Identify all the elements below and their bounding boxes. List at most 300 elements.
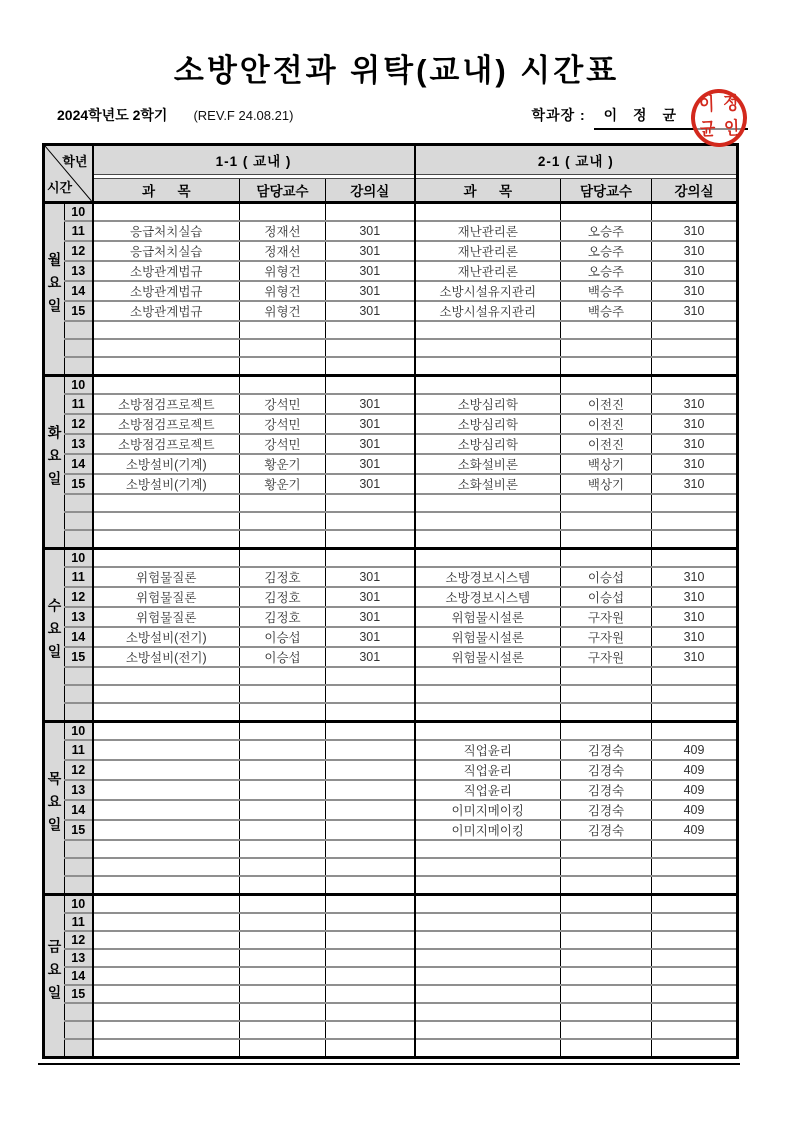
room-cell: 310 (652, 221, 738, 241)
period-cell (65, 840, 93, 858)
professor-cell: 김경숙 (561, 780, 652, 800)
timetable-row (44, 376, 738, 395)
professor-cell: 김정호 (240, 567, 326, 587)
period-cell (65, 703, 93, 722)
professor-cell: 위형건 (240, 281, 326, 301)
room-cell (652, 840, 738, 858)
period-cell (65, 357, 93, 376)
room-cell (326, 780, 415, 800)
period-cell: 11 (65, 394, 93, 414)
room-cell: 310 (652, 474, 738, 494)
subject-cell (93, 512, 240, 530)
period-cell: 14 (65, 281, 93, 301)
professor-cell (240, 895, 326, 914)
professor-cell (240, 876, 326, 895)
period-cell: 10 (65, 376, 93, 395)
room-cell: 301 (326, 434, 415, 454)
professor-cell: 황운기 (240, 474, 326, 494)
subject-cell: 위험물질론 (93, 587, 240, 607)
professor-cell: 김경숙 (561, 820, 652, 840)
room-cell (326, 321, 415, 339)
timetable-row (44, 512, 738, 530)
room-cell (326, 1039, 415, 1058)
subject-cell (93, 949, 240, 967)
professor-cell (561, 512, 652, 530)
room-cell: 409 (652, 760, 738, 780)
professor-cell (240, 530, 326, 549)
timetable-row (44, 1021, 738, 1039)
period-cell: 14 (65, 800, 93, 820)
subject-cell: 소방설비(전기) (93, 627, 240, 647)
room-cell: 409 (652, 740, 738, 760)
period-cell: 12 (65, 414, 93, 434)
room-cell (326, 913, 415, 931)
timetable-row (44, 722, 738, 741)
stamp-char: 균 (699, 120, 716, 141)
room-cell: 310 (652, 454, 738, 474)
timetable-row (44, 241, 738, 261)
timetable-row (44, 895, 738, 914)
subject-cell (93, 800, 240, 820)
period-cell: 13 (65, 780, 93, 800)
timetable-row (44, 357, 738, 376)
subject-cell: 소방점검프로젝트 (93, 394, 240, 414)
room-cell (326, 722, 415, 741)
column-header-professor-2: 담당교수 (561, 179, 652, 203)
subject-cell: 소방심리학 (415, 394, 561, 414)
room-cell: 301 (326, 221, 415, 241)
subject-cell: 이미지메이킹 (415, 800, 561, 820)
subject-cell (415, 895, 561, 914)
subject-cell (415, 722, 561, 741)
room-cell (326, 685, 415, 703)
period-cell: 15 (65, 985, 93, 1003)
professor-cell (240, 985, 326, 1003)
professor-cell: 김정호 (240, 587, 326, 607)
subject-cell (415, 876, 561, 895)
room-cell: 409 (652, 800, 738, 820)
subject-cell (415, 667, 561, 685)
group-header-2-1: 2-1 ( 교내 ) (415, 145, 738, 175)
professor-cell (240, 667, 326, 685)
room-cell (326, 985, 415, 1003)
room-cell (652, 1021, 738, 1039)
subject-cell (93, 703, 240, 722)
page-title: 소방안전과 위탁(교내) 시간표 (173, 53, 620, 88)
room-cell: 301 (326, 281, 415, 301)
stamp-char: 이 (698, 95, 715, 116)
timetable-row (44, 913, 738, 931)
subject-cell (93, 1021, 240, 1039)
subject-cell (93, 722, 240, 741)
subject-cell (93, 876, 240, 895)
timetable-row (44, 474, 738, 494)
room-cell: 310 (652, 261, 738, 281)
professor-cell: 구자원 (561, 627, 652, 647)
period-cell (65, 494, 93, 512)
timetable-row (44, 339, 738, 357)
room-cell (326, 530, 415, 549)
subject-cell (415, 339, 561, 357)
professor-cell (561, 685, 652, 703)
room-cell (652, 985, 738, 1003)
professor-cell: 김경숙 (561, 800, 652, 820)
subject-cell (415, 549, 561, 568)
subject-cell (93, 895, 240, 914)
meta-row (57, 105, 748, 130)
subject-cell (93, 913, 240, 931)
timetable-row (44, 876, 738, 895)
professor-cell: 이승섭 (240, 647, 326, 667)
period-cell (65, 667, 93, 685)
room-cell (652, 549, 738, 568)
subject-cell: 위험물시설론 (415, 607, 561, 627)
subject-cell: 소방설비(기계) (93, 454, 240, 474)
timetable-row (44, 627, 738, 647)
professor-cell: 강석민 (240, 414, 326, 434)
professor-cell (561, 931, 652, 949)
subject-cell: 이미지메이킹 (415, 820, 561, 840)
subject-cell: 소방관계법규 (93, 301, 240, 321)
room-cell (652, 949, 738, 967)
room-cell (652, 931, 738, 949)
professor-cell (240, 949, 326, 967)
professor-cell (240, 1021, 326, 1039)
subject-cell: 소방관계법규 (93, 261, 240, 281)
room-cell (326, 820, 415, 840)
room-cell (326, 549, 415, 568)
period-cell: 12 (65, 241, 93, 261)
room-cell (652, 685, 738, 703)
room-cell (652, 858, 738, 876)
room-cell (326, 800, 415, 820)
period-cell (65, 858, 93, 876)
room-cell (326, 667, 415, 685)
room-cell (652, 895, 738, 914)
room-cell: 301 (326, 647, 415, 667)
room-cell: 310 (652, 394, 738, 414)
period-cell: 15 (65, 647, 93, 667)
subject-cell: 소방심리학 (415, 434, 561, 454)
room-cell: 310 (652, 607, 738, 627)
subject-cell: 소방심리학 (415, 414, 561, 434)
period-cell: 10 (65, 203, 93, 222)
professor-cell (240, 549, 326, 568)
period-cell (65, 685, 93, 703)
footer-rule (38, 1063, 740, 1065)
professor-cell: 김경숙 (561, 760, 652, 780)
professor-cell (561, 1021, 652, 1039)
period-cell (65, 512, 93, 530)
timetable-row (44, 949, 738, 967)
professor-cell (561, 530, 652, 549)
room-cell: 301 (326, 587, 415, 607)
subject-cell (415, 203, 561, 222)
professor-cell (561, 967, 652, 985)
subject-cell (93, 967, 240, 985)
stamp-char: 인 (723, 119, 740, 140)
subject-cell (93, 549, 240, 568)
professor-cell: 김경숙 (561, 740, 652, 760)
timetable-row (44, 494, 738, 512)
room-cell (652, 1039, 738, 1058)
subject-cell: 직업윤리 (415, 780, 561, 800)
subject-cell (93, 667, 240, 685)
room-cell (326, 895, 415, 914)
subject-cell (415, 949, 561, 967)
timetable-row (44, 394, 738, 414)
timetable-row (44, 780, 738, 800)
timetable-row (44, 647, 738, 667)
period-cell: 10 (65, 895, 93, 914)
subject-cell (415, 913, 561, 931)
day-label (44, 722, 65, 895)
room-cell: 310 (652, 587, 738, 607)
period-cell: 10 (65, 722, 93, 741)
room-cell: 310 (652, 281, 738, 301)
subject-cell: 소방점검프로젝트 (93, 414, 240, 434)
subject-cell (415, 967, 561, 985)
professor-cell (240, 339, 326, 357)
professor-cell: 구자원 (561, 607, 652, 627)
professor-cell (240, 703, 326, 722)
period-cell: 14 (65, 454, 93, 474)
header-column-row (44, 179, 738, 203)
professor-cell (240, 494, 326, 512)
timetable-row (44, 820, 738, 840)
subject-cell (415, 1039, 561, 1058)
meta-left (57, 105, 293, 125)
period-cell: 13 (65, 949, 93, 967)
professor-cell (240, 740, 326, 760)
period-cell (65, 321, 93, 339)
professor-cell (561, 913, 652, 931)
professor-cell (240, 780, 326, 800)
room-cell (326, 357, 415, 376)
subject-cell: 소방설비(전기) (93, 647, 240, 667)
timetable-row (44, 607, 738, 627)
professor-cell (561, 1039, 652, 1058)
room-cell: 310 (652, 414, 738, 434)
professor-cell (561, 321, 652, 339)
timetable-row (44, 321, 738, 339)
professor-cell: 위형건 (240, 261, 326, 281)
timetable-row (44, 1003, 738, 1021)
room-cell (652, 967, 738, 985)
room-cell (652, 494, 738, 512)
subject-cell (93, 1039, 240, 1058)
timetable-row (44, 414, 738, 434)
professor-cell (240, 840, 326, 858)
professor-cell (561, 667, 652, 685)
professor-cell: 백승주 (561, 281, 652, 301)
subject-cell (415, 530, 561, 549)
timetable-row (44, 760, 738, 780)
timetable-row (44, 740, 738, 760)
professor-cell (561, 1003, 652, 1021)
professor-cell (240, 685, 326, 703)
room-cell (652, 203, 738, 222)
professor-cell (240, 967, 326, 985)
period-cell: 11 (65, 913, 93, 931)
period-cell: 10 (65, 549, 93, 568)
subject-cell (415, 703, 561, 722)
room-cell: 310 (652, 627, 738, 647)
room-cell (326, 203, 415, 222)
professor-cell (561, 549, 652, 568)
room-cell (652, 321, 738, 339)
room-cell (652, 357, 738, 376)
period-cell (65, 530, 93, 549)
professor-cell: 오승주 (561, 221, 652, 241)
timetable-row (44, 840, 738, 858)
professor-cell (240, 820, 326, 840)
subject-cell (415, 494, 561, 512)
timetable-row (44, 530, 738, 549)
professor-cell (240, 321, 326, 339)
subject-cell: 소화설비론 (415, 454, 561, 474)
subject-cell: 소방관계법규 (93, 281, 240, 301)
corner-time-label: 시간 (47, 180, 73, 195)
period-cell (65, 339, 93, 357)
subject-cell (93, 339, 240, 357)
room-cell (652, 512, 738, 530)
room-cell: 301 (326, 301, 415, 321)
professor-cell (240, 376, 326, 395)
period-cell: 12 (65, 587, 93, 607)
professor-cell: 이전진 (561, 434, 652, 454)
day-label-text: 월요일 (46, 252, 63, 321)
timetable-row (44, 301, 738, 321)
professor-cell: 이승섭 (240, 627, 326, 647)
room-cell (652, 913, 738, 931)
professor-cell: 강석민 (240, 394, 326, 414)
professor-cell: 김정호 (240, 607, 326, 627)
subject-cell: 소방점검프로젝트 (93, 434, 240, 454)
subject-cell (93, 530, 240, 549)
period-cell: 13 (65, 261, 93, 281)
room-cell: 301 (326, 567, 415, 587)
room-cell (326, 339, 415, 357)
day-label (44, 895, 65, 1058)
period-cell: 12 (65, 931, 93, 949)
room-cell (652, 530, 738, 549)
approval-stamp-icon (690, 88, 748, 148)
subject-cell (415, 858, 561, 876)
department-head-label: 학과장 : (531, 107, 586, 123)
timetable-row (44, 685, 738, 703)
room-cell (326, 703, 415, 722)
professor-cell (561, 858, 652, 876)
timetable-body (44, 203, 738, 1058)
period-cell (65, 1021, 93, 1039)
semester-label: 2024학년도 2학기 (57, 107, 168, 123)
professor-cell (561, 357, 652, 376)
professor-cell: 백승주 (561, 301, 652, 321)
room-cell: 310 (652, 647, 738, 667)
timetable-row (44, 985, 738, 1003)
room-cell: 301 (326, 241, 415, 261)
room-cell (326, 740, 415, 760)
professor-cell (240, 203, 326, 222)
room-cell (326, 931, 415, 949)
professor-cell: 정재선 (240, 241, 326, 261)
room-cell: 310 (652, 301, 738, 321)
timetable-row (44, 967, 738, 985)
room-cell: 310 (652, 567, 738, 587)
room-cell: 301 (326, 607, 415, 627)
room-cell: 301 (326, 474, 415, 494)
professor-cell (561, 339, 652, 357)
room-cell (326, 1021, 415, 1039)
subject-cell: 소방시설유지관리 (415, 301, 561, 321)
room-cell: 301 (326, 454, 415, 474)
room-cell (652, 339, 738, 357)
subject-cell: 소방설비(기계) (93, 474, 240, 494)
professor-cell (240, 931, 326, 949)
professor-cell (561, 985, 652, 1003)
subject-cell (93, 931, 240, 949)
header-group-row (44, 145, 738, 175)
professor-cell (240, 1003, 326, 1021)
subject-cell (415, 840, 561, 858)
subject-cell: 응급처치실습 (93, 221, 240, 241)
subject-cell (415, 512, 561, 530)
timetable-row (44, 434, 738, 454)
room-cell (326, 949, 415, 967)
professor-cell: 정재선 (240, 221, 326, 241)
subject-cell: 소화설비론 (415, 474, 561, 494)
subject-cell (93, 780, 240, 800)
timetable-row (44, 931, 738, 949)
subject-cell (93, 376, 240, 395)
professor-cell (240, 357, 326, 376)
professor-cell (561, 840, 652, 858)
professor-cell: 황운기 (240, 454, 326, 474)
department-head-name: 이 정 균 (594, 105, 748, 130)
timetable-row (44, 203, 738, 222)
corner-grade-label: 학년 (62, 154, 88, 169)
professor-cell (240, 760, 326, 780)
professor-cell: 이전진 (561, 394, 652, 414)
subject-cell (93, 985, 240, 1003)
revision-label: (REV.F 24.08.21) (193, 108, 294, 123)
professor-cell: 위형건 (240, 301, 326, 321)
subject-cell (93, 1003, 240, 1021)
subject-cell (93, 357, 240, 376)
subject-cell (93, 685, 240, 703)
professor-cell: 이승섭 (561, 567, 652, 587)
subject-cell: 위험물시설론 (415, 647, 561, 667)
room-cell: 409 (652, 820, 738, 840)
subject-cell (415, 376, 561, 395)
room-cell (326, 376, 415, 395)
period-cell: 14 (65, 967, 93, 985)
timetable-row (44, 587, 738, 607)
timetable-row (44, 221, 738, 241)
timetable-row (44, 667, 738, 685)
subject-cell: 위험물질론 (93, 567, 240, 587)
timetable-row (44, 800, 738, 820)
subject-cell (415, 685, 561, 703)
subject-cell: 재난관리론 (415, 261, 561, 281)
timetable-row (44, 454, 738, 474)
subject-cell (415, 1021, 561, 1039)
subject-cell (93, 820, 240, 840)
professor-cell (561, 949, 652, 967)
room-cell (326, 760, 415, 780)
period-cell: 13 (65, 607, 93, 627)
